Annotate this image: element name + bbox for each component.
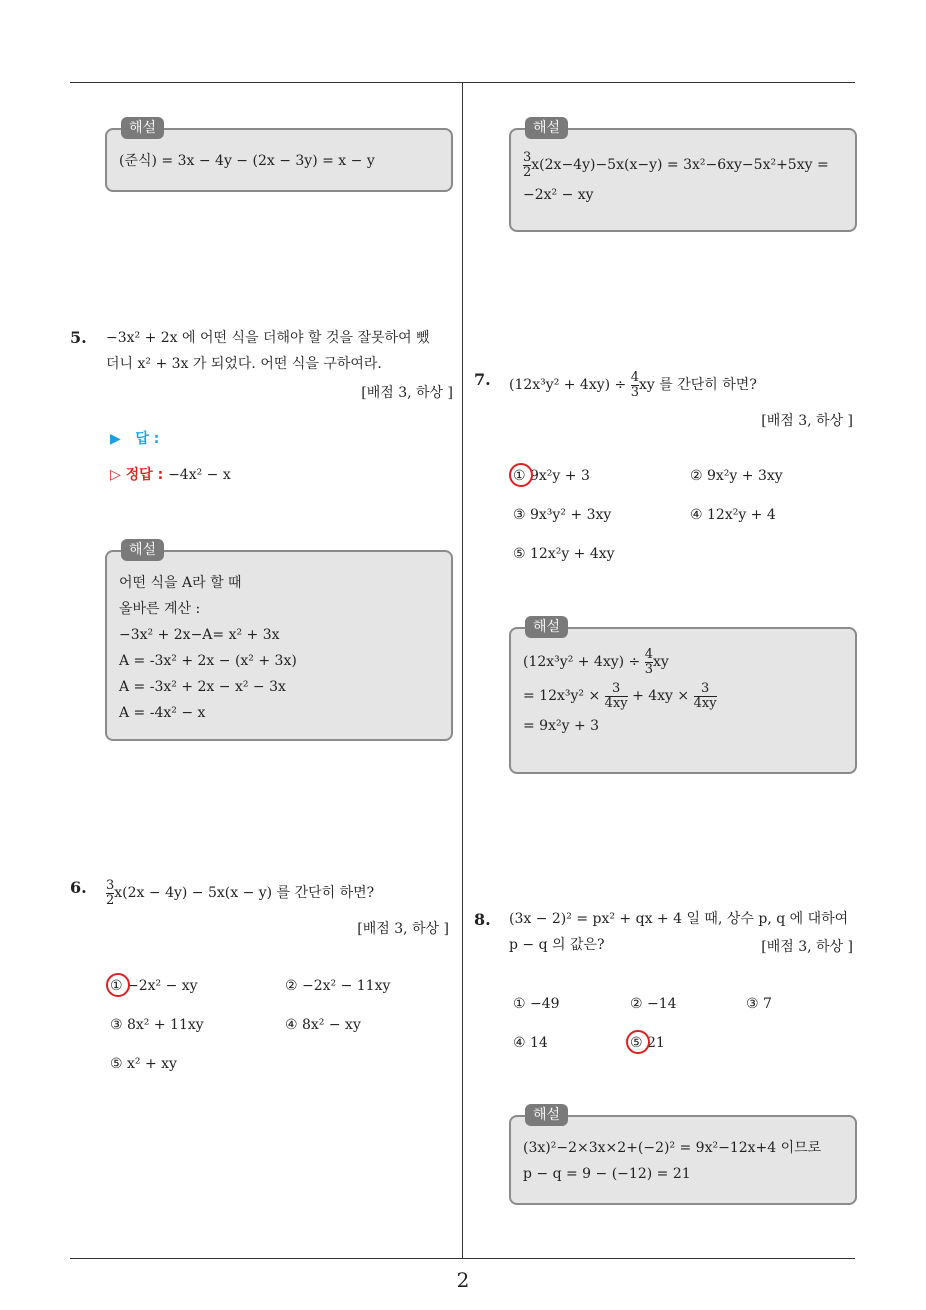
q5-solution-line: A = -3x² + 2x − x² − 3x bbox=[119, 679, 286, 695]
q5-answer-row: ▶ 답 : bbox=[110, 431, 160, 447]
q5-solution-line: 올바른 계산 : bbox=[119, 601, 201, 617]
q8-solution-line: p − q = 9 − (−12) = 21 bbox=[523, 1166, 691, 1182]
q8-solution-line: (3x)²−2×3x×2+(−2)² = 9x²−12x+4 이므로 bbox=[523, 1140, 822, 1156]
q8-option-4[interactable]: ④ 14 bbox=[513, 1035, 548, 1051]
q5-correct-row: ▷ 정답 : −4x² − x bbox=[110, 467, 231, 483]
q5-solution-line: 어떤 식을 A라 할 때 bbox=[119, 575, 242, 591]
q6-solution-box bbox=[509, 120, 857, 232]
q4-solution-text: (준식) = 3x − 4y − (2x − 3y) = x − y bbox=[119, 153, 375, 169]
q7-text: (12x³y² + 4xy) ÷ $\frac{4}{3}$ xy 를 간단히 하면? bbox=[509, 369, 757, 400]
solution-tag: 해설 bbox=[121, 539, 164, 561]
q6-solution-fraction: $\frac{3}{2}$ bbox=[523, 149, 532, 180]
solution-tag: 해설 bbox=[525, 616, 568, 638]
q5-number: 5. bbox=[70, 328, 87, 347]
solution-tag: 해설 bbox=[525, 1104, 568, 1126]
play-outline-icon: ▷ bbox=[110, 467, 121, 483]
q6-solution-line1: $\frac{3}{2}$ x(2x−4y)−5x(x−y) = 3x²−6xy−5x²+5xy = bbox=[523, 149, 829, 180]
q5-text: −3x² + 2x 에 어떤 식을 더해야 할 것을 잘못하여 뺐 더니 x² + 3x 가 되었다. 어떤 식을 구하여라. bbox=[106, 330, 430, 372]
q7-solution-line3: = 9x²y + 3 bbox=[523, 718, 600, 734]
q7-option-1[interactable]: ① 9x²y + 3 bbox=[513, 468, 590, 484]
q6-option-3[interactable]: ③ 8x² + 11xy bbox=[110, 1017, 204, 1033]
q6-option-5[interactable]: ⑤ x² + xy bbox=[110, 1056, 177, 1072]
q8-number: 8. bbox=[474, 910, 491, 929]
solution-tag: 해설 bbox=[525, 117, 568, 139]
q5-correct-value: −4x² − x bbox=[168, 467, 231, 483]
solution-tag: 해설 bbox=[121, 117, 164, 139]
q5-solution-line: −3x² + 2x−A= x² + 3x bbox=[119, 627, 280, 643]
q6-option-1[interactable]: ① −2x² − xy bbox=[110, 978, 198, 994]
q5-solution-box bbox=[105, 542, 453, 741]
q7-solution-line1: (12x³y² + 4xy) ÷ $\frac{4}{3}$ xy bbox=[523, 646, 669, 677]
q8-option-5[interactable]: ⑤ 21 bbox=[630, 1035, 665, 1051]
q6-option-4[interactable]: ④ 8x² − xy bbox=[285, 1017, 361, 1033]
q6-option-2[interactable]: ② −2x² − 11xy bbox=[285, 978, 391, 994]
play-icon: ▶ bbox=[110, 431, 121, 447]
q6-text: $\frac{3}{2}$ x(2x − 4y) − 5x(x − y) 를 간단히 하면? bbox=[106, 877, 375, 908]
selected-circle-mark bbox=[509, 463, 533, 487]
bottom-rule bbox=[70, 1258, 855, 1259]
q6-fraction: $\frac{3}{2}$ bbox=[106, 877, 115, 908]
q7-option-4[interactable]: ④ 12x²y + 4 bbox=[690, 507, 776, 523]
q7-solution-box bbox=[509, 619, 857, 774]
column-divider bbox=[462, 83, 463, 1258]
q8-option-2[interactable]: ② −14 bbox=[630, 996, 677, 1012]
q6-number: 6. bbox=[70, 878, 87, 897]
q5-solution-line: A = -3x² + 2x − (x² + 3x) bbox=[119, 653, 297, 669]
q6-solution-line2: −2x² − xy bbox=[523, 187, 594, 203]
page-number: 2 bbox=[456, 1268, 470, 1292]
q7-fraction: $\frac{4}{3}$ bbox=[630, 369, 640, 400]
q4-solution-box bbox=[105, 120, 453, 192]
q8-score: [배점 3, 하상 ] bbox=[761, 939, 853, 955]
q7-number: 7. bbox=[474, 370, 491, 389]
q8-text: (3x − 2)² = px² + qx + 4 일 때, 상수 p, q 에 대하여 p − q 의 값은? bbox=[509, 911, 849, 953]
q8-option-3[interactable]: ③ 7 bbox=[746, 996, 772, 1012]
q7-option-2[interactable]: ② 9x²y + 3xy bbox=[690, 468, 783, 484]
q5-score: [배점 3, 하상 ] bbox=[361, 385, 453, 401]
q8-option-1[interactable]: ① −49 bbox=[513, 996, 560, 1012]
q7-solution-line2: = 12x³y² × $\frac{3}{4xy}$ + 4xy × $\frac{3}{4xy}$ bbox=[523, 680, 717, 711]
q5-solution-line: A = -4x² − x bbox=[119, 705, 206, 721]
selected-circle-mark bbox=[626, 1030, 650, 1054]
selected-circle-mark bbox=[106, 973, 130, 997]
q6-score: [배점 3, 하상 ] bbox=[357, 921, 449, 937]
q7-score: [배점 3, 하상 ] bbox=[761, 413, 853, 429]
q8-solution-box bbox=[509, 1107, 857, 1205]
q7-option-3[interactable]: ③ 9x³y² + 3xy bbox=[513, 507, 612, 523]
q7-option-5[interactable]: ⑤ 12x²y + 4xy bbox=[513, 546, 615, 562]
